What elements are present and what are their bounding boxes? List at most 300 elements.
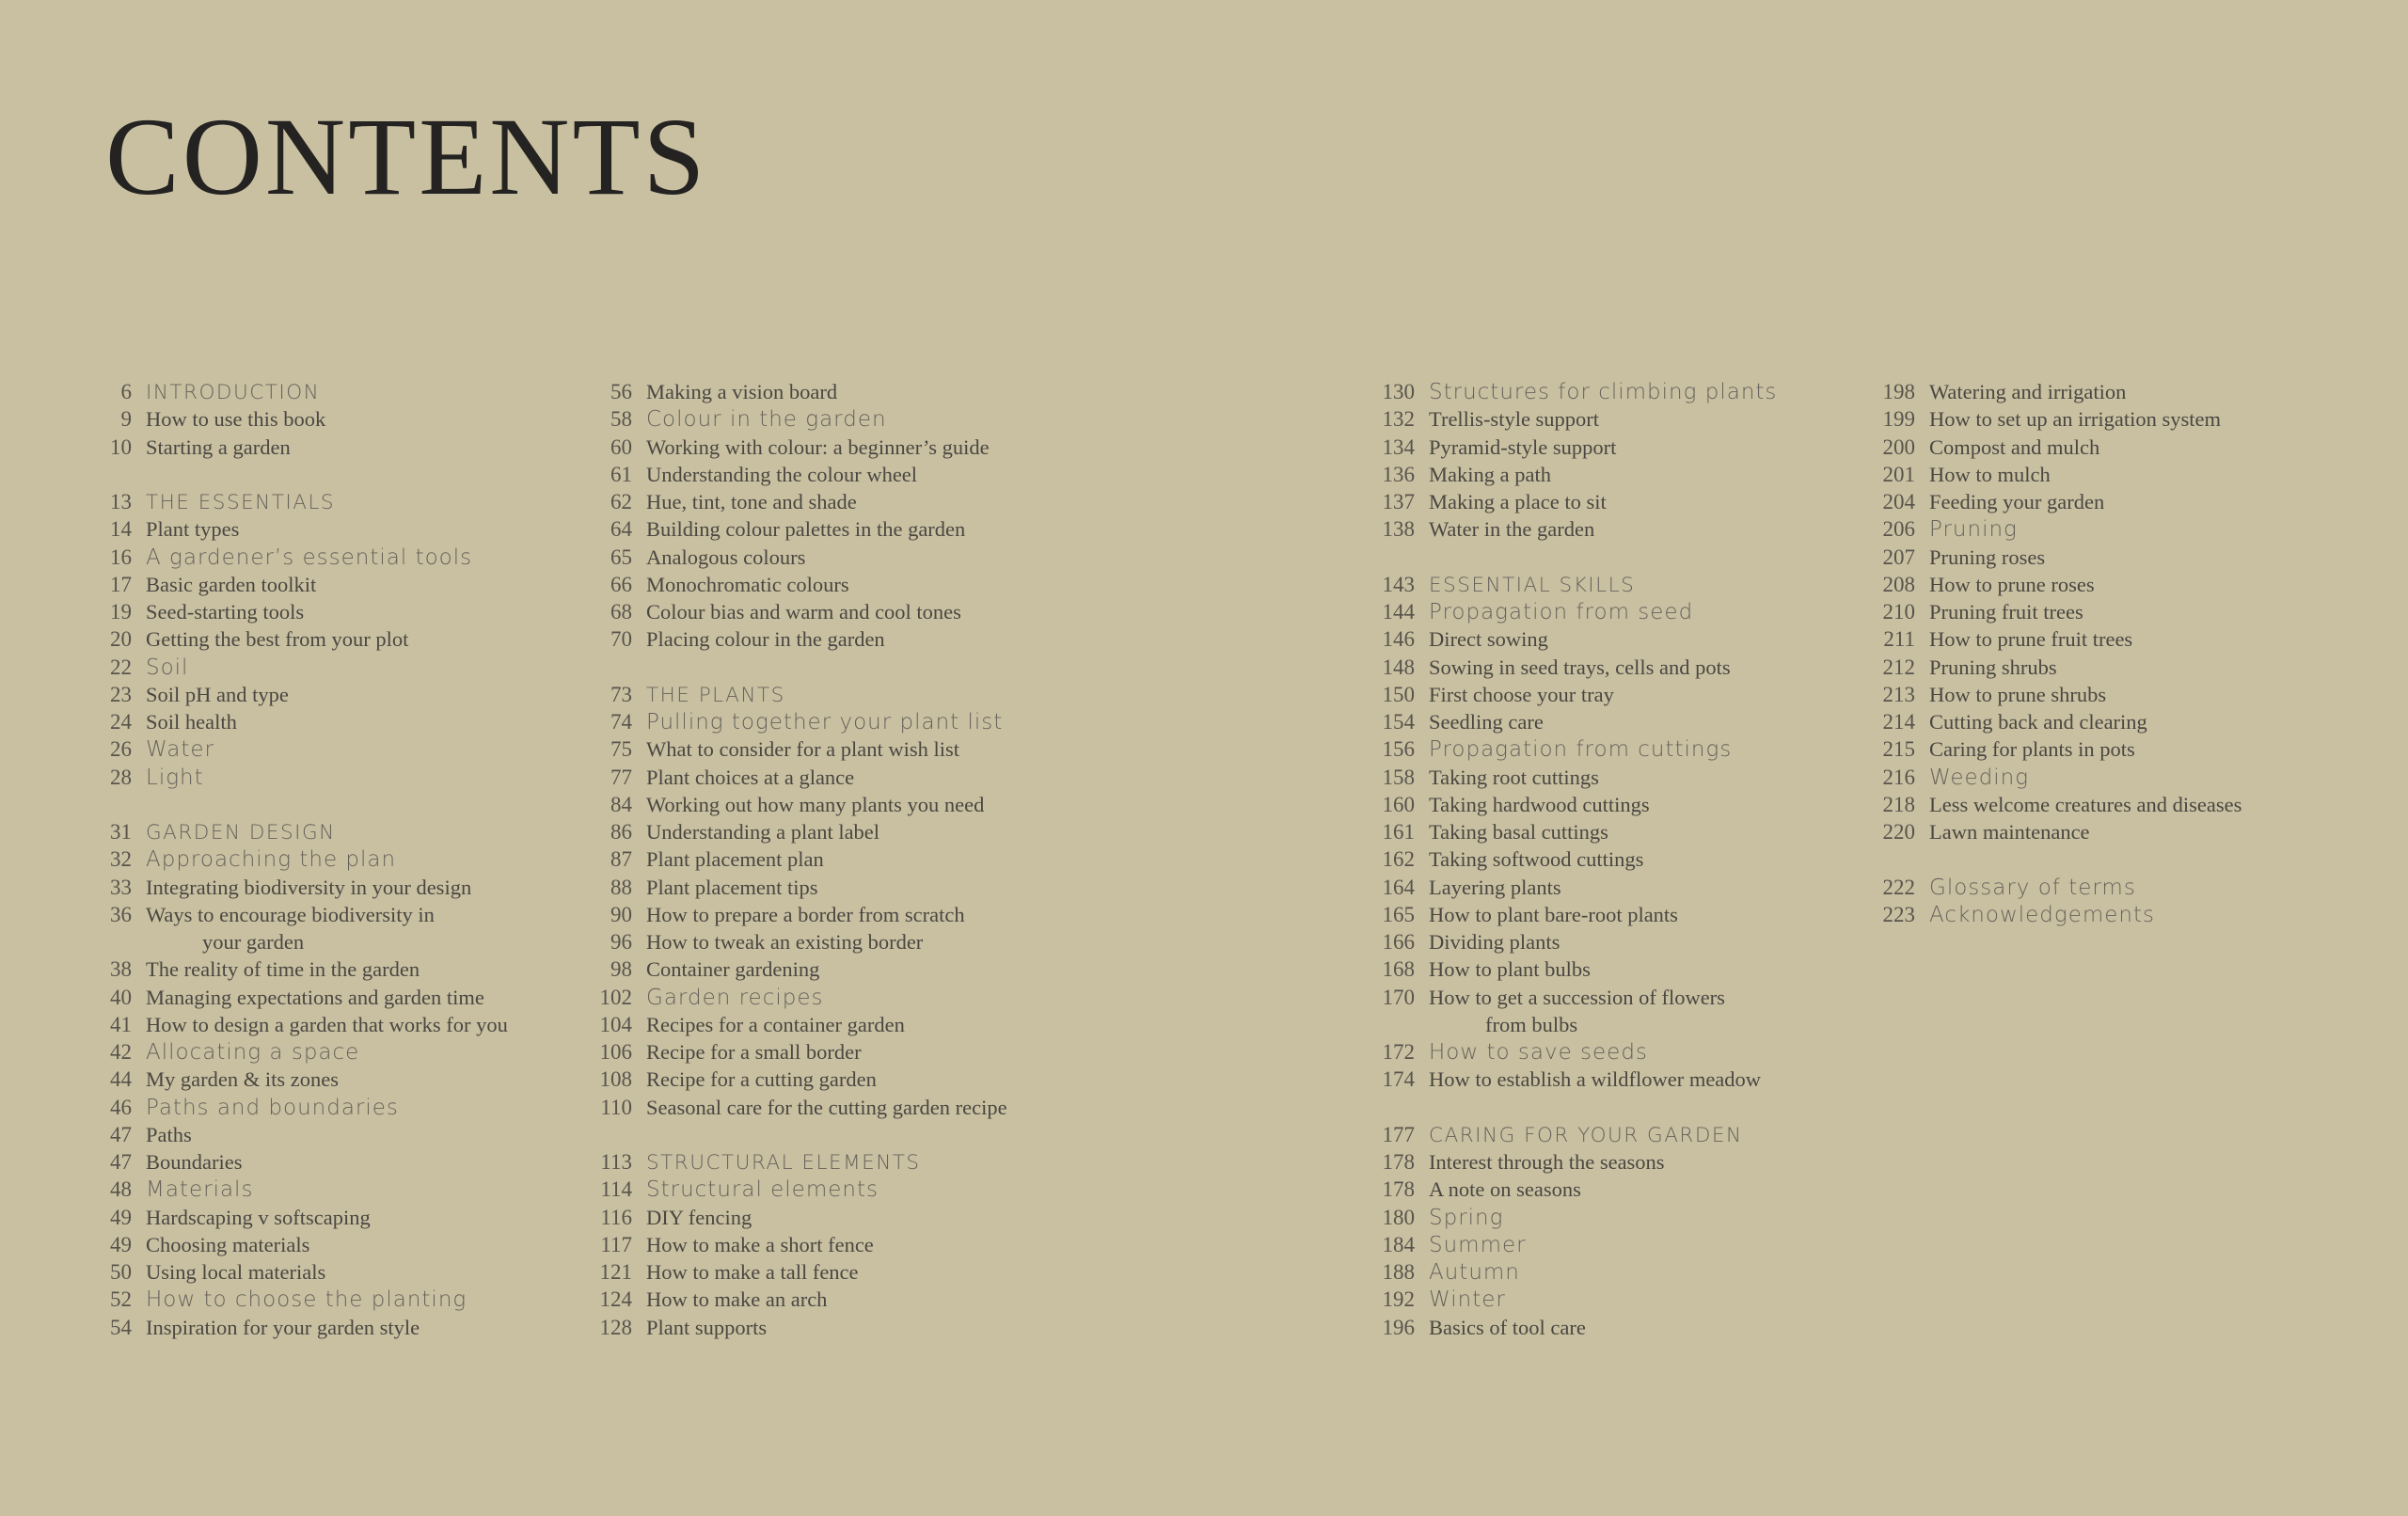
toc-entry <box>594 1258 1102 1286</box>
toc-entry <box>94 955 602 983</box>
entry-title: Plant supports <box>646 1315 768 1339</box>
toc-entry <box>1377 984 1885 1011</box>
page-number: 65 <box>610 545 632 569</box>
toc-entry <box>1377 928 1885 955</box>
page-number: 104 <box>599 1012 632 1036</box>
toc-entry <box>1877 598 2385 625</box>
entry-title: Paths <box>146 1122 192 1146</box>
page-number: 41 <box>110 1012 132 1036</box>
toc-subheading <box>94 1094 602 1121</box>
entry-title: Water <box>146 737 214 763</box>
toc-entry-continuation <box>1377 1011 1885 1038</box>
entry-title: Pruning fruit trees <box>1929 600 2083 624</box>
page-number: 23 <box>110 682 132 706</box>
entry-title: Garden recipes <box>646 985 824 1010</box>
entry-title: STRUCTURAL ELEMENTS <box>646 1151 921 1175</box>
toc-entry <box>1377 654 1885 681</box>
entry-title: Spring <box>1429 1205 1504 1230</box>
page-number: 14 <box>110 517 132 542</box>
entry-title: The reality of time in the garden <box>146 957 420 982</box>
entry-title: Allocating a space <box>146 1040 360 1065</box>
entry-title: Using local materials <box>146 1260 326 1284</box>
entry-title: Materials <box>146 1177 254 1203</box>
entry-title: DIY fencing <box>646 1205 752 1229</box>
toc-section-heading <box>94 818 602 845</box>
entry-title: Pruning roses <box>1929 545 2046 569</box>
toc-subheading <box>594 1176 1102 1203</box>
toc-subheading <box>1877 764 2385 791</box>
entry-title: A gardener’s essential tools <box>146 545 473 570</box>
entry-title: Working out how many plants you need <box>646 792 985 816</box>
page-number: 200 <box>1882 434 1915 459</box>
toc-section-heading <box>94 378 602 405</box>
page-number: 48 <box>110 1177 132 1202</box>
toc-entry <box>94 1148 602 1176</box>
toc-entry <box>94 1314 602 1341</box>
entry-title: Taking root cuttings <box>1429 765 1599 789</box>
entry-title: Soil health <box>146 710 237 734</box>
toc-entry <box>1377 818 1885 845</box>
toc-entry <box>1377 1176 1885 1203</box>
page-number: 19 <box>110 600 132 624</box>
page-number: 146 <box>1382 627 1415 652</box>
toc-entry <box>94 1066 602 1093</box>
page-number: 220 <box>1882 820 1915 844</box>
entry-title: Sowing in seed trays, cells and pots <box>1429 655 1731 679</box>
entry-title: Summer <box>1429 1232 1527 1257</box>
entry-title: Understanding a plant label <box>646 820 880 844</box>
entry-title: Winter <box>1429 1287 1506 1313</box>
toc-entry <box>94 681 602 708</box>
entry-title: Paths and boundaries <box>146 1095 399 1120</box>
toc-entry <box>1377 708 1885 735</box>
entry-title: Hue, tint, tone and shade <box>646 490 857 513</box>
toc-entry <box>1877 571 2385 598</box>
entry-title: How to prune fruit trees <box>1929 627 2133 652</box>
entry-title: THE ESSENTIALS <box>146 491 336 514</box>
page-number: 150 <box>1382 682 1415 706</box>
entry-title: Cutting back and clearing <box>1929 710 2147 734</box>
page-number: 211 <box>1883 627 1915 652</box>
page-number: 42 <box>110 1040 132 1064</box>
toc-entry <box>94 984 602 1011</box>
toc-entry <box>594 378 1102 405</box>
page-number: 160 <box>1382 792 1415 816</box>
page-number: 46 <box>110 1095 132 1119</box>
page-number: 188 <box>1382 1260 1415 1284</box>
page-number: 47 <box>110 1150 132 1174</box>
entry-title: Inspiration for your garden style <box>146 1315 420 1339</box>
page-number: 36 <box>110 902 132 926</box>
page-number: 106 <box>599 1040 632 1064</box>
toc-entry <box>1877 708 2385 735</box>
page-number: 134 <box>1382 434 1415 459</box>
toc-entry <box>594 1066 1102 1093</box>
page-number: 199 <box>1882 407 1915 432</box>
page-number: 114 <box>600 1177 632 1202</box>
toc-entry <box>1877 791 2385 818</box>
entry-title: Plant placement plan <box>646 847 824 872</box>
page-number: 17 <box>110 572 132 596</box>
toc-entry <box>1377 901 1885 928</box>
entry-title: Understanding the colour wheel <box>646 462 918 486</box>
toc-entry <box>1377 874 1885 901</box>
page-number: 73 <box>610 682 632 706</box>
page-number: 49 <box>110 1205 132 1229</box>
entry-title: Approaching the plan <box>146 847 397 873</box>
toc-subheading <box>94 1038 602 1066</box>
entry-title: Getting the best from your plot <box>146 627 409 652</box>
page-number: 66 <box>610 572 632 596</box>
toc-entry <box>1377 1066 1885 1093</box>
page-number: 216 <box>1882 765 1915 789</box>
entry-title: My garden & its zones <box>146 1067 339 1092</box>
page-number: 113 <box>600 1150 632 1174</box>
page-number: 70 <box>610 627 632 652</box>
entry-title: Lawn maintenance <box>1929 820 2090 844</box>
toc-entry <box>1377 845 1885 873</box>
page-number: 86 <box>610 820 632 844</box>
toc-entry <box>594 1204 1102 1231</box>
toc-entry <box>1377 461 1885 488</box>
entry-title: Water in the garden <box>1429 517 1595 542</box>
entry-title: CARING FOR YOUR GARDEN <box>1429 1123 1743 1147</box>
toc-entry <box>594 571 1102 598</box>
entry-title: A note on seasons <box>1429 1177 1581 1202</box>
page-number: 68 <box>610 600 632 624</box>
toc-section-heading <box>594 1148 1102 1176</box>
page-title: CONTENTS <box>105 95 708 218</box>
page-number: 208 <box>1882 572 1915 596</box>
entry-title: How to set up an irrigation system <box>1929 407 2221 432</box>
page-number: 148 <box>1382 655 1415 679</box>
page-number: 161 <box>1382 820 1415 844</box>
page-number: 162 <box>1382 847 1415 872</box>
toc-entry <box>594 598 1102 625</box>
entry-title: Container gardening <box>646 957 820 982</box>
entry-title: Plant choices at a glance <box>646 765 855 789</box>
toc-entry <box>94 625 602 653</box>
page-number: 164 <box>1382 875 1415 899</box>
toc-section-heading <box>594 681 1102 708</box>
entry-title: Autumn <box>1429 1260 1520 1285</box>
page-number: 54 <box>110 1315 132 1339</box>
page-number: 20 <box>110 627 132 652</box>
page-number: 124 <box>599 1287 632 1312</box>
entry-title: Basic garden toolkit <box>146 572 317 596</box>
entry-title: Hardscaping v softscaping <box>146 1205 371 1229</box>
page-number: 166 <box>1382 930 1415 954</box>
toc-entry <box>1377 434 1885 461</box>
entry-title: Weeding <box>1929 765 2030 790</box>
toc-entry <box>94 598 602 625</box>
page-number: 24 <box>110 710 132 734</box>
toc-subheading <box>94 764 602 791</box>
toc-entry <box>94 1258 602 1286</box>
toc-entry <box>94 1204 602 1231</box>
toc-entry <box>1377 515 1885 543</box>
page-number: 184 <box>1382 1232 1415 1256</box>
entry-title: Making a place to sit <box>1429 490 1607 513</box>
page-number: 44 <box>110 1067 132 1092</box>
entry-title: Choosing materials <box>146 1232 310 1256</box>
toc-entry <box>94 515 602 543</box>
toc-subheading <box>1377 1204 1885 1231</box>
entry-title: How to prepare a border from scratch <box>646 902 965 926</box>
toc-section-heading <box>1377 571 1885 598</box>
toc-entry <box>594 845 1102 873</box>
entry-title: Direct sowing <box>1429 627 1548 652</box>
entry-title: Taking basal cuttings <box>1429 820 1608 844</box>
toc-entry <box>1877 681 2385 708</box>
toc-entry <box>94 1231 602 1258</box>
toc-entry <box>1877 488 2385 515</box>
toc-entry <box>594 488 1102 515</box>
toc-entry <box>594 1011 1102 1038</box>
entry-title: Plant types <box>146 517 240 542</box>
entry-title: Seedling care <box>1429 710 1544 734</box>
toc-entry <box>94 901 602 928</box>
toc-subheading <box>94 1176 602 1203</box>
entry-title: Working with colour: a beginner’s guide <box>646 434 990 459</box>
entry-title: Basics of tool care <box>1429 1315 1586 1339</box>
entry-title: your garden <box>202 930 305 954</box>
entry-title: Glossary of terms <box>1929 875 2136 900</box>
entry-title: Less welcome creatures and diseases <box>1929 792 2242 816</box>
page-number: 204 <box>1882 490 1915 513</box>
page-number: 130 <box>1382 380 1415 403</box>
page-number: 102 <box>599 985 632 1009</box>
page-number: 77 <box>610 765 632 789</box>
page-number: 192 <box>1382 1287 1415 1312</box>
page-number: 28 <box>110 765 132 789</box>
entry-title: Soil <box>146 655 189 680</box>
toc-subheading <box>1377 1258 1885 1286</box>
entry-title: Feeding your garden <box>1929 490 2105 513</box>
page-number: 38 <box>110 957 132 982</box>
toc-entry <box>1877 461 2385 488</box>
entry-title: Acknowledgements <box>1929 902 2155 927</box>
entry-title: Making a vision board <box>646 380 838 403</box>
page-number: 143 <box>1382 572 1415 596</box>
page-number: 165 <box>1382 902 1415 926</box>
page-number: 26 <box>110 737 132 762</box>
toc-entry <box>1377 488 1885 515</box>
entry-title: Boundaries <box>146 1150 243 1174</box>
entry-title: How to prune roses <box>1929 572 2095 596</box>
page-number: 178 <box>1382 1150 1415 1174</box>
entry-title: How to choose the planting <box>146 1287 467 1313</box>
page-number: 215 <box>1882 737 1915 762</box>
toc-subheading <box>94 654 602 681</box>
entry-title: Starting a garden <box>146 434 291 459</box>
page-number: 117 <box>600 1232 632 1256</box>
toc-subheading <box>94 735 602 763</box>
entry-title: Plant placement tips <box>646 875 818 899</box>
entry-title: Propagation from cuttings <box>1429 737 1733 763</box>
toc-entry <box>594 544 1102 571</box>
page-number: 62 <box>610 490 632 513</box>
page-number: 58 <box>610 407 632 432</box>
page-number: 138 <box>1382 517 1415 542</box>
toc-subheading <box>1377 1231 1885 1258</box>
page-number: 170 <box>1382 985 1415 1009</box>
entry-title: How to get a succession of flowers <box>1429 985 1725 1009</box>
page-number: 180 <box>1382 1205 1415 1229</box>
toc-entry <box>594 955 1102 983</box>
page-number: 98 <box>610 957 632 982</box>
toc-entry <box>1377 791 1885 818</box>
page-number: 212 <box>1882 655 1915 679</box>
toc-subheading <box>1377 1038 1885 1066</box>
toc-entry <box>1877 818 2385 845</box>
entry-title: How to make an arch <box>646 1287 828 1312</box>
toc-entry <box>94 405 602 433</box>
toc-entry <box>1377 1314 1885 1341</box>
toc-subheading <box>1377 598 1885 625</box>
page-number: 178 <box>1382 1177 1415 1202</box>
entry-title: from bulbs <box>1485 1012 1578 1036</box>
toc-entry <box>1377 1148 1885 1176</box>
toc-entry <box>1877 625 2385 653</box>
toc-entry <box>1877 378 2385 405</box>
entry-title: How to tweak an existing border <box>646 930 924 954</box>
page-number: 168 <box>1382 957 1415 982</box>
entry-title: Recipes for a container garden <box>646 1012 905 1036</box>
toc-entry <box>594 625 1102 653</box>
toc-entry <box>1377 955 1885 983</box>
entry-title: Soil pH and type <box>146 682 289 706</box>
page-number: 210 <box>1882 600 1915 624</box>
toc-entry-continuation <box>94 928 602 955</box>
page-number: 88 <box>610 875 632 899</box>
page-number: 16 <box>110 545 132 569</box>
entry-title: How to design a garden that works for you <box>146 1012 508 1036</box>
entry-title: How to save seeds <box>1429 1040 1648 1065</box>
entry-title: THE PLANTS <box>646 683 785 707</box>
page-number: 60 <box>610 434 632 459</box>
toc-entry <box>594 1314 1102 1341</box>
toc-entry <box>594 1094 1102 1121</box>
toc-subheading <box>94 1286 602 1313</box>
toc-entry <box>94 708 602 735</box>
entry-title: Colour in the garden <box>646 407 887 433</box>
page-number: 9 <box>120 407 132 432</box>
toc-entry <box>94 434 602 461</box>
entry-title: Pruning shrubs <box>1929 655 2057 679</box>
entry-title: Interest through the seasons <box>1429 1150 1665 1174</box>
page-number: 47 <box>110 1122 132 1146</box>
toc-section-heading <box>1377 1121 1885 1148</box>
entry-title: Pulling together your plant list <box>646 710 1004 734</box>
page-number: 31 <box>110 820 132 844</box>
page-number: 61 <box>610 462 632 486</box>
toc-entry <box>594 791 1102 818</box>
toc-column-3 <box>1377 378 1885 1341</box>
page-number: 90 <box>610 902 632 926</box>
entry-title: Pyramid-style support <box>1429 434 1617 459</box>
toc-entry <box>1877 544 2385 571</box>
page-number: 75 <box>610 737 632 762</box>
toc-subheading <box>594 708 1102 735</box>
entry-title: Structural elements <box>646 1177 879 1203</box>
page-number: 116 <box>600 1205 632 1229</box>
page-number: 201 <box>1882 462 1915 486</box>
page-number: 110 <box>600 1095 632 1119</box>
page-number: 214 <box>1882 710 1915 734</box>
page-number: 206 <box>1882 517 1915 542</box>
page-number: 121 <box>599 1260 632 1284</box>
page-number: 128 <box>599 1315 632 1339</box>
toc-subheading <box>1877 901 2385 928</box>
page-number: 177 <box>1382 1122 1415 1146</box>
page-number: 156 <box>1382 737 1415 762</box>
toc-column-1 <box>94 378 602 1341</box>
page-number: 87 <box>610 847 632 872</box>
entry-title: Caring for plants in pots <box>1929 737 2135 762</box>
entry-title: Making a path <box>1429 462 1551 486</box>
entry-title: Watering and irrigation <box>1929 380 2127 403</box>
page-number: 10 <box>110 434 132 459</box>
entry-title: Taking softwood cuttings <box>1429 847 1644 872</box>
entry-title: Pruning <box>1929 517 2018 543</box>
toc-entry <box>594 461 1102 488</box>
toc-entry <box>1877 434 2385 461</box>
toc-entry <box>1377 625 1885 653</box>
toc-entry <box>594 818 1102 845</box>
page-number: 132 <box>1382 407 1415 432</box>
page-number: 50 <box>110 1260 132 1284</box>
page-number: 32 <box>110 847 132 872</box>
entry-title: Light <box>146 765 204 790</box>
toc-entry <box>594 928 1102 955</box>
entry-title: Taking hardwood cuttings <box>1429 792 1650 816</box>
toc-entry <box>594 1038 1102 1066</box>
toc-entry <box>1877 405 2385 433</box>
entry-title: Trellis-style support <box>1429 407 1600 432</box>
toc-subheading <box>94 544 602 571</box>
page-number: 213 <box>1882 682 1915 706</box>
entry-title: Integrating biodiversity in your design <box>146 875 472 899</box>
entry-title: First choose your tray <box>1429 682 1614 706</box>
entry-title: Ways to encourage biodiversity in <box>146 902 435 926</box>
page-number: 196 <box>1382 1315 1415 1339</box>
entry-title: ESSENTIAL SKILLS <box>1429 573 1636 597</box>
page-number: 96 <box>610 930 632 954</box>
entry-title: How to plant bare-root plants <box>1429 902 1678 926</box>
page-number: 218 <box>1882 792 1915 816</box>
toc-section-heading <box>94 488 602 515</box>
toc-entry <box>94 874 602 901</box>
toc-entry <box>594 434 1102 461</box>
page-number: 49 <box>110 1232 132 1256</box>
toc-entry <box>94 571 602 598</box>
toc-entry <box>1877 735 2385 763</box>
toc-entry <box>594 1286 1102 1313</box>
entry-title: What to consider for a plant wish list <box>646 737 960 762</box>
page-number: 108 <box>599 1067 632 1092</box>
page-number: 158 <box>1382 765 1415 789</box>
page-number: 223 <box>1882 902 1915 926</box>
entry-title: Analogous colours <box>646 545 806 569</box>
page-number: 84 <box>610 792 632 816</box>
toc-entry <box>1377 764 1885 791</box>
page-number: 174 <box>1382 1067 1415 1092</box>
toc-entry <box>1377 405 1885 433</box>
entry-title: Propagation from seed <box>1429 600 1694 624</box>
entry-title: Layering plants <box>1429 875 1561 899</box>
toc-entry <box>94 1011 602 1038</box>
